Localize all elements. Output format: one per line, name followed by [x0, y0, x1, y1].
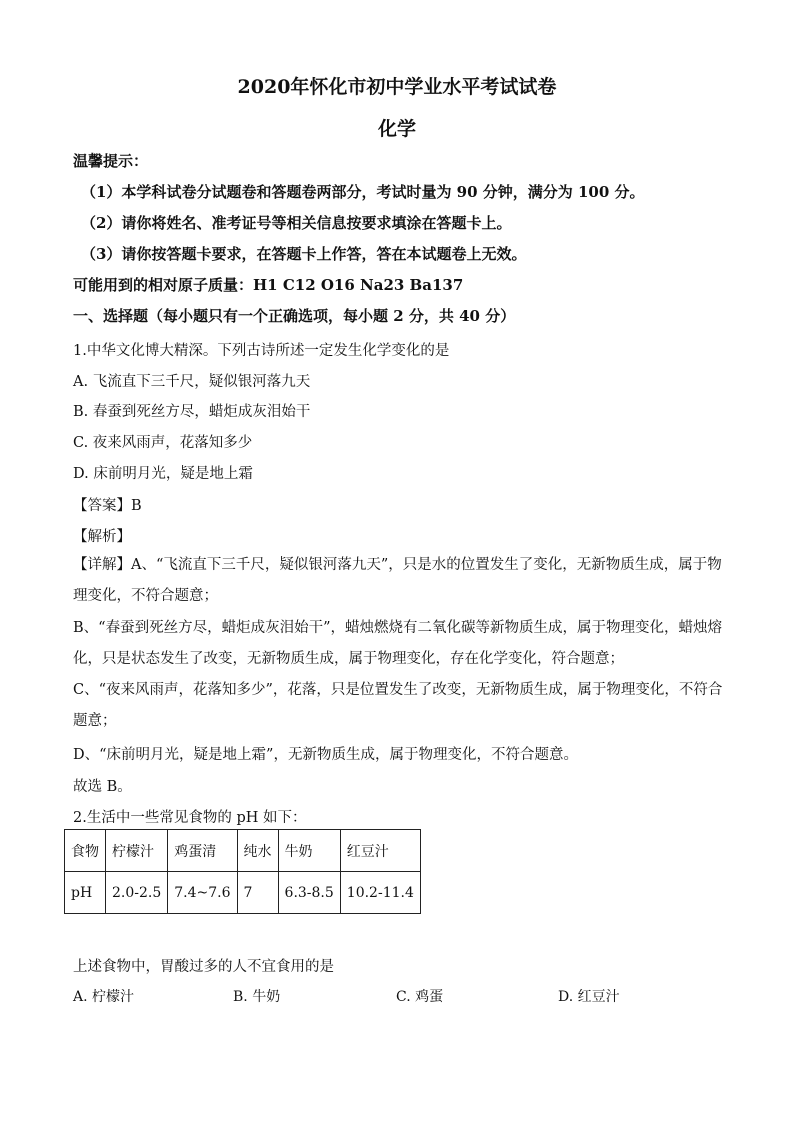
answer-label: 【答案】B	[73, 498, 142, 514]
detail-b: B、“春蚕到死丝方尽，蜡炬成灰泪始干”，蜡烛燃烧有二氧化碳等新物质生成，属于物理变化，蜡烛熔化，只是状态发生了改变，无新物质生成，属于物理变化，存在化学变化，符合题意；	[73, 620, 722, 667]
table-cell: 纯水	[237, 830, 278, 872]
atomic-mass-line: 可能用到的相对原子质量：H1 C12 O16 Na23 Ba137	[73, 276, 464, 294]
option-c: C. 鸡蛋	[396, 989, 444, 1005]
option-c: C. 夜来风雨声，花落知多少	[73, 435, 253, 451]
table-row	[65, 830, 421, 872]
table-cell: 柠檬汁	[106, 830, 168, 872]
table-cell: 牛奶	[278, 830, 340, 872]
question-stem: 2.生活中一些常见食物的 pH 如下：	[73, 810, 307, 826]
notice-item: （2）请你将姓名、准考证号等相关信息按要求填涂在答题卡上。	[81, 214, 512, 232]
table-cell: 6.3-8.5	[278, 872, 340, 914]
option-a: A. 飞流直下三千尺，疑似银河落九天	[73, 374, 311, 390]
table-cell: 红豆汁	[340, 830, 420, 872]
option-b: B. 春蚕到死丝方尽，蜡炬成灰泪始干	[73, 404, 311, 420]
option-d: D. 红豆汁	[558, 989, 620, 1005]
analysis-label: 【解析】	[73, 529, 131, 545]
table-row	[65, 872, 421, 914]
notice-heading: 温馨提示：	[73, 152, 149, 170]
table-cell: pH	[65, 872, 106, 914]
option-b: B. 牛奶	[233, 989, 281, 1005]
section-heading: 一、选择题（每小题只有一个正确选项，每小题 2 分，共 40 分）	[73, 307, 516, 325]
table-cell: 鸡蛋清	[168, 830, 237, 872]
conclusion: 故选 B。	[73, 779, 132, 795]
detail-a: 【详解】A、“飞流直下三千尺，疑似银河落九天”，只是水的位置发生了变化，无新物质生成，属于物理变化，不符合题意；	[73, 557, 722, 604]
notice-item: （1）本学科试卷分试题卷和答题卷两部分，考试时量为 90 分钟，满分为 100 分。	[81, 183, 645, 201]
detail-c: C、“夜来风雨声，花落知多少”，花落，只是位置发生了改变，无新物质生成，属于物理变化，不符合题意；	[73, 682, 723, 729]
option-d: D. 床前明月光，疑是地上霜	[73, 466, 253, 482]
option-a: A. 柠檬汁	[73, 989, 135, 1005]
subject-title: 化学	[377, 118, 416, 140]
table-cell: 2.0-2.5	[106, 872, 168, 914]
question-stem: 1.中华文化博大精深。下列古诗所述一定发生化学变化的是	[73, 343, 450, 359]
notice-item: （3）请你按答题卡要求，在答题卡上作答，答在本试题卷上无效。	[81, 245, 527, 263]
table-cell: 食物	[65, 830, 106, 872]
exam-title: 2020年怀化市初中学业水平考试试卷	[237, 76, 557, 98]
table-cell: 7	[237, 872, 278, 914]
detail-d: D、“床前明月光，疑是地上霜”，无新物质生成，属于物理变化，不符合题意。	[73, 747, 578, 763]
table-cell: 7.4~7.6	[168, 872, 237, 914]
table-cell: 10.2-11.4	[340, 872, 420, 914]
question-text: 上述食物中，胃酸过多的人不宜食用的是	[73, 959, 334, 975]
ph-table	[64, 829, 421, 914]
